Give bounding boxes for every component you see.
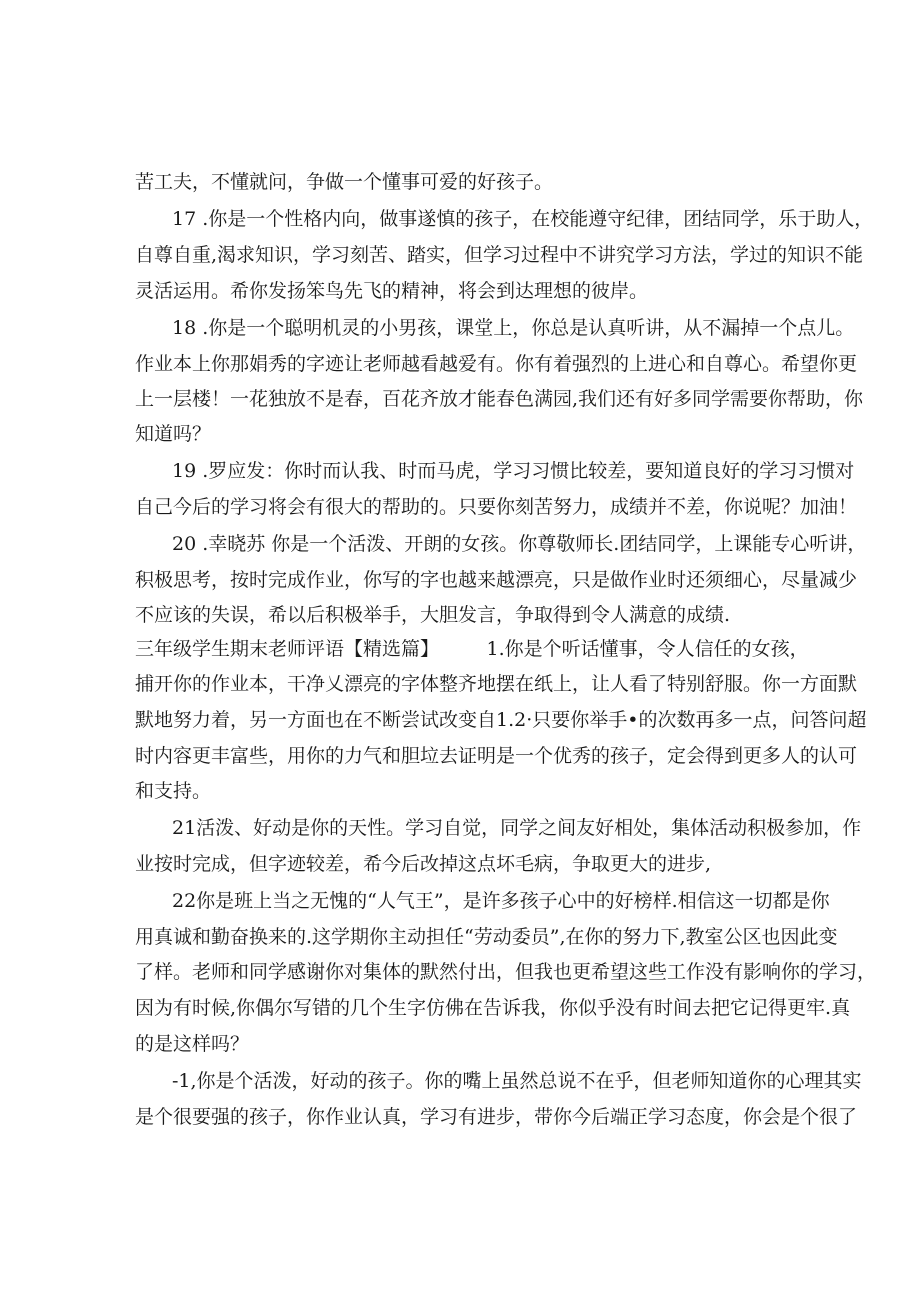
text-line-17: 时内容更丰富些，用你的力气和胆垃去证明是一个优秀的孩子，定会得到更多人的认可 [135, 745, 858, 767]
text-line-25: 的是这样吗？ [135, 1033, 250, 1055]
text-line-16: 默地努力着，另一方面也在不断尝试改变自1.2·只要你举手•的次数再多一点，问答问超 [135, 709, 867, 731]
text-line-10: 自己今后的学习将会有很大的帮助的。只要你刻苦努力，成绩并不差，你说呢？加油！ [135, 496, 858, 518]
text-line-14: 三年级学生期末老师评语【精选篇】 1.你是个听话懂事，令人信任的女孩， [135, 638, 809, 660]
text-line-23: 了样。老师和同学感谢你对集体的默然付出，但我也更希望这些工作没有影响你的学习， [135, 961, 877, 983]
text-line-24: 因为有时候,你偶尔写错的几个生字仿佛在告诉我，你似乎没有时间去把它记得更牢.真 [135, 997, 851, 1019]
text-line-20: 业按时完成，但字迹较差，希今后改掉这点坏毛病，争取更大的进步, [135, 853, 712, 875]
text-line-8: 知道吗？ [135, 423, 212, 445]
text-line-7: 上一层楼！一花独放不是春，百花齐放才能春色满园,我们还有好多同学需要你帮助，你 [135, 388, 864, 410]
text-line-19: 21活泼、好动是你的天性。学习自觉，同学之间友好相处，集体活动积极参加，作 [172, 817, 862, 839]
text-line-11: 20 .幸晓苏 你是一个活泼、开朗的女孩。你尊敬师长.团结同学，上课能专心听讲， [172, 533, 867, 555]
text-line-12: 积极思考，按时完成作业，你写的字也越来越漂亮，只是做作业时还须细心，尽量减少 [135, 569, 858, 591]
text-line-22: 用真诚和勤奋换来的.这学期你主动担任“劳动委员”,在你的努力下,教室公区也因此变 [135, 926, 838, 948]
text-line-2: 17 .你是一个性格内向，做事遂慎的孩子，在校能遵守纪律，团结同学，乐于助人， [172, 208, 874, 230]
text-line-13: 不应该的失误，希以后积极举手，大胆发言，争取得到令人满意的成绩. [135, 604, 731, 626]
text-line-9: 19 .罗应发：你时而认我、时而马虎，学习习惯比较差，要知道良好的学习习惯对 [172, 460, 855, 482]
text-line-6: 作业本上你那娟秀的字迹让老师越看越爱有。你有着强烈的上进心和自尊心。希望你更 [135, 353, 858, 375]
text-line-18: 和支持。 [135, 780, 212, 802]
text-line-5: 18 .你是一个聪明机灵的小男孩，课堂上，你总是认真听讲，从不漏掉一个点儿。 [172, 317, 855, 339]
text-line-3: 自尊自重,渴求知识，学习刻苦、踏实，但学习过程中不讲究学习方法，学过的知识不能 [135, 244, 864, 266]
text-line-27: 是个很要强的孩子，你作业认真，学习有进步，带你今后端正学习态度，你会是个很了 [135, 1106, 858, 1128]
text-line-26: -1,你是个活泼，好动的孩子。你的嘴上虽然总说不在乎，但老师知道你的心理其实 [172, 1070, 862, 1092]
text-line-15: 捕开你的作业本，干净乂漂亮的字体整齐地摆在纸上，让人看了特别舒服。你一方面默 [135, 673, 858, 695]
text-line-4: 灵活运用。希你发扬笨鸟先飞的精神，将会到达理想的彼岸。 [135, 280, 649, 302]
text-line-21: 22你是班上当之无愧的“人气王”，是许多孩子心中的好榜样.相信这一切都是你 [172, 890, 830, 912]
text-line-1: 苦工夫，不懂就问，争做一个懂事可爱的好孩子。 [135, 171, 554, 193]
